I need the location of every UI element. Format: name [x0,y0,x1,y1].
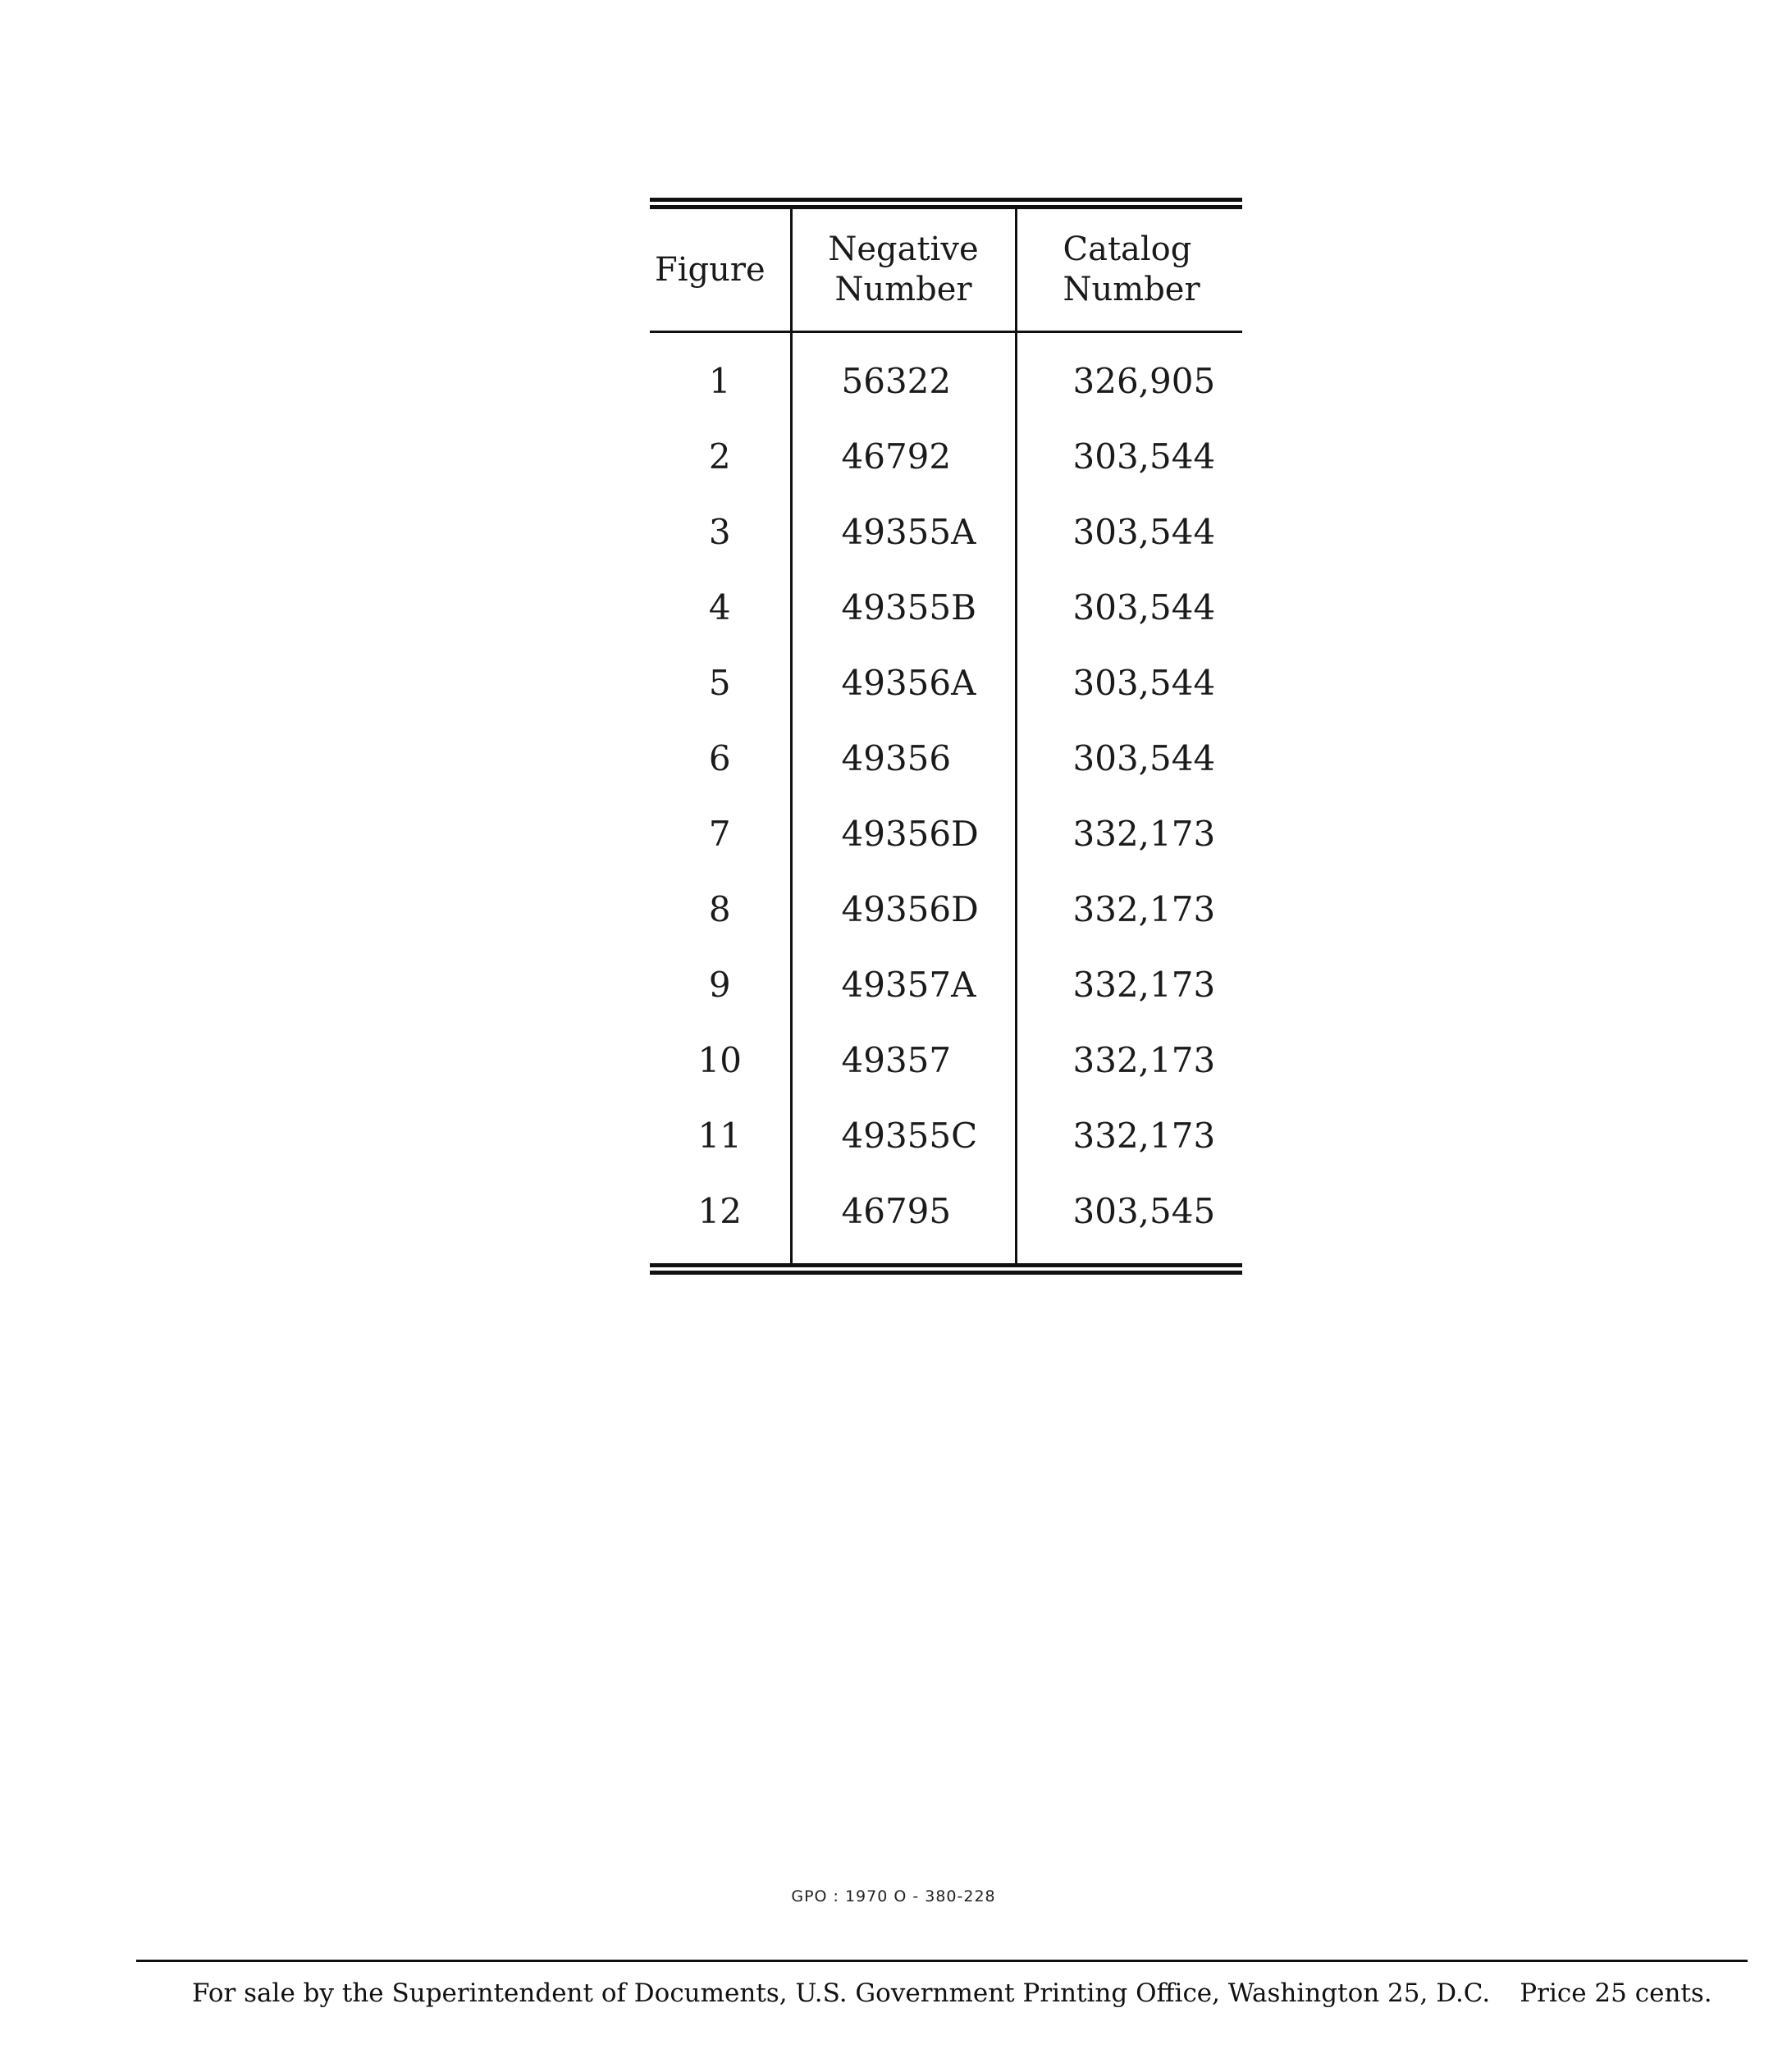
header-negative-line2: Number [834,271,972,308]
header-negative-number [791,209,1016,332]
footer-divider [136,1960,1748,1962]
cell-figure: 5 [708,662,731,703]
table-row [650,1022,1242,1098]
table-row [650,1098,1242,1173]
table-top-double-rule [650,198,1242,209]
cell-catalog-number: 332,173 [1016,947,1242,1022]
cell-figure: 12 [697,1190,742,1231]
cell-figure: 4 [708,586,731,628]
table-row [650,720,1242,796]
table-row [650,418,1242,494]
cell-catalog-number: 303,544 [1016,418,1242,494]
cell-negative-number: 49355A [791,494,1016,569]
cell-catalog-number: 332,173 [1016,1098,1242,1173]
cell-catalog-number: 303,544 [1016,569,1242,645]
cell-catalog-number: 332,173 [1016,1022,1242,1098]
cell-figure: 8 [708,888,731,929]
table-row [650,1173,1242,1263]
cell-figure: 9 [708,964,731,1005]
cell-figure: 1 [708,360,731,401]
cell-catalog-number: 303,545 [1016,1173,1242,1263]
cell-negative-number: 46795 [791,1173,1016,1263]
footer-price: Price 25 cents. [1520,1978,1712,2008]
table-row [650,871,1242,947]
cell-catalog-number: 332,173 [1016,871,1242,947]
header-figure-label: Figure [655,250,766,289]
cell-negative-number: 56322 [791,332,1016,419]
cell-figure: 3 [708,511,731,552]
cell-figure: 6 [708,737,731,778]
cell-negative-number: 49356A [791,645,1016,720]
table-row [650,645,1242,720]
catalog-table [650,209,1242,1263]
table-row [650,796,1242,871]
header-negative-line1: Negative [828,230,979,268]
cell-catalog-number: 326,905 [1016,332,1242,419]
header-catalog-line1: Catalog [1063,230,1192,268]
table-row [650,569,1242,645]
table-bottom-double-rule [650,1263,1242,1275]
table-row [650,947,1242,1022]
footer-sale-notice [192,1978,1712,2008]
cell-negative-number: 49356D [791,871,1016,947]
gpo-print-line: GPO : 1970 O - 380-228 [791,1887,996,1905]
cell-figure: 7 [708,813,731,854]
cell-negative-number: 49355C [791,1098,1016,1173]
cell-catalog-number: 332,173 [1016,796,1242,871]
cell-negative-number: 49356 [791,720,1016,796]
cell-negative-number: 49356D [791,796,1016,871]
cell-figure: 10 [697,1039,742,1080]
header-catalog-line2: Number [1063,271,1200,308]
table-row [650,494,1242,569]
cell-negative-number: 46792 [791,418,1016,494]
table-row [650,332,1242,419]
cell-negative-number: 49355B [791,569,1016,645]
header-catalog-number [1016,209,1242,332]
cell-figure: 11 [697,1115,742,1156]
cell-catalog-number: 303,544 [1016,494,1242,569]
cell-catalog-number: 303,544 [1016,645,1242,720]
table-header-row [650,209,1242,332]
catalog-table-container [650,198,1242,1275]
footer-sale-text: For sale by the Superintendent of Documents, U.S. Government Printing Office, Washington 25, D.C. [192,1978,1491,2008]
cell-catalog-number: 303,544 [1016,720,1242,796]
cell-negative-number: 49357 [791,1022,1016,1098]
header-figure [650,209,791,332]
cell-negative-number: 49357A [791,947,1016,1022]
cell-figure: 2 [708,436,731,477]
